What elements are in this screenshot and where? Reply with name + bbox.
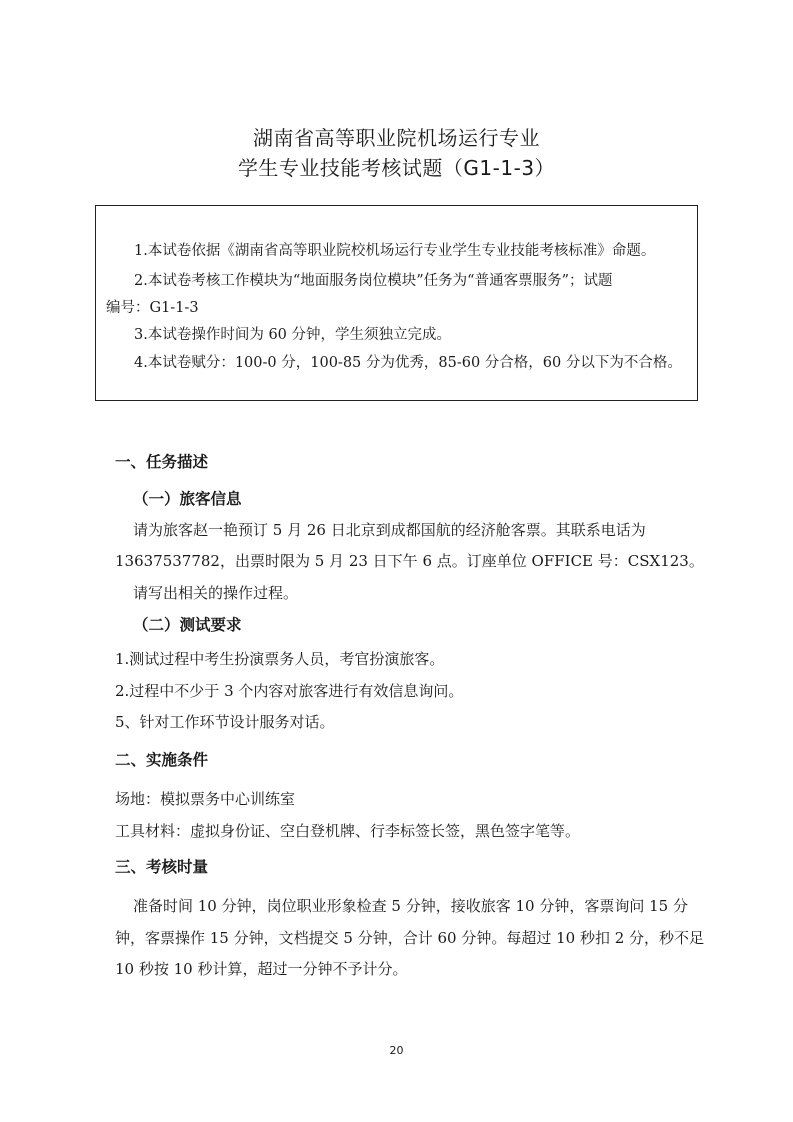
requirement-item-2: 2.过程中不少于 3 个内容对旅客进行有效信息询问。: [115, 682, 464, 700]
document-title-line1: 湖南省高等职业院机场运行专业: [253, 126, 540, 150]
conditions-venue: 场地：模拟票务中心训练室: [115, 790, 296, 808]
notice-box: [95, 205, 698, 401]
notice-item-1: 1.本试卷依据《湖南省高等职业院校机场运行专业学生专业技能考核标准》命题。: [134, 243, 656, 259]
notice-item-4: 4.本试卷赋分：100-0 分，100-85 分为优秀，85-60 分合格，60 分以下为不合格。: [134, 355, 682, 371]
requirement-item-3: 5、针对工作环节设计服务对话。: [115, 713, 335, 731]
section-heading-task: 一、任务描述: [115, 453, 209, 471]
duration-line3: 10 秒按 10 秒计算，超过一分钟不予计分。: [115, 960, 408, 978]
subsection-heading-passenger-info: （一）旅客信息: [133, 490, 242, 508]
page-number: 20: [389, 1044, 404, 1057]
passenger-info-line2: 13637537782，出票时限为 5 月 23 日下午 6 点。订座单位 OFFICE 号：CSX123。: [115, 552, 704, 570]
notice-item-2-cont: 编号：G1-1-3: [106, 300, 199, 316]
duration-line2: 钟，客票操作 15 分钟，文档提交 5 分钟，合计 60 分钟。每超过 10 秒扣 2 分，秒不足: [115, 929, 705, 947]
notice-item-2: 2.本试卷考核工作模块为“地面服务岗位模块”任务为“普通客票服务”；试题: [134, 273, 613, 289]
subsection-heading-test-requirements: （二）测试要求: [133, 616, 242, 634]
section-heading-conditions: 二、实施条件: [115, 751, 209, 769]
section-heading-duration: 三、考核时量: [115, 858, 209, 876]
notice-item-3: 3.本试卷操作时间为 60 分钟，学生须独立完成。: [134, 327, 452, 343]
conditions-materials: 工具材料：虚拟身份证、空白登机牌、行李标签长签，黑色签字笔等。: [115, 822, 581, 840]
passenger-info-line1: 请为旅客赵一艳预订 5 月 26 日北京到成都国航的经济舱客票。其联系电话为: [133, 521, 646, 539]
passenger-info-line3: 请写出相关的操作过程。: [133, 584, 299, 602]
duration-line1: 准备时间 10 分钟，岗位职业形象检查 5 分钟，接收旅客 10 分钟，客票询问 15 分: [133, 897, 688, 915]
requirement-item-1: 1.测试过程中考生扮演票务人员，考官扮演旅客。: [115, 650, 445, 668]
document-title-line2: 学生专业技能考核试题（G1-1-3）: [237, 156, 556, 180]
